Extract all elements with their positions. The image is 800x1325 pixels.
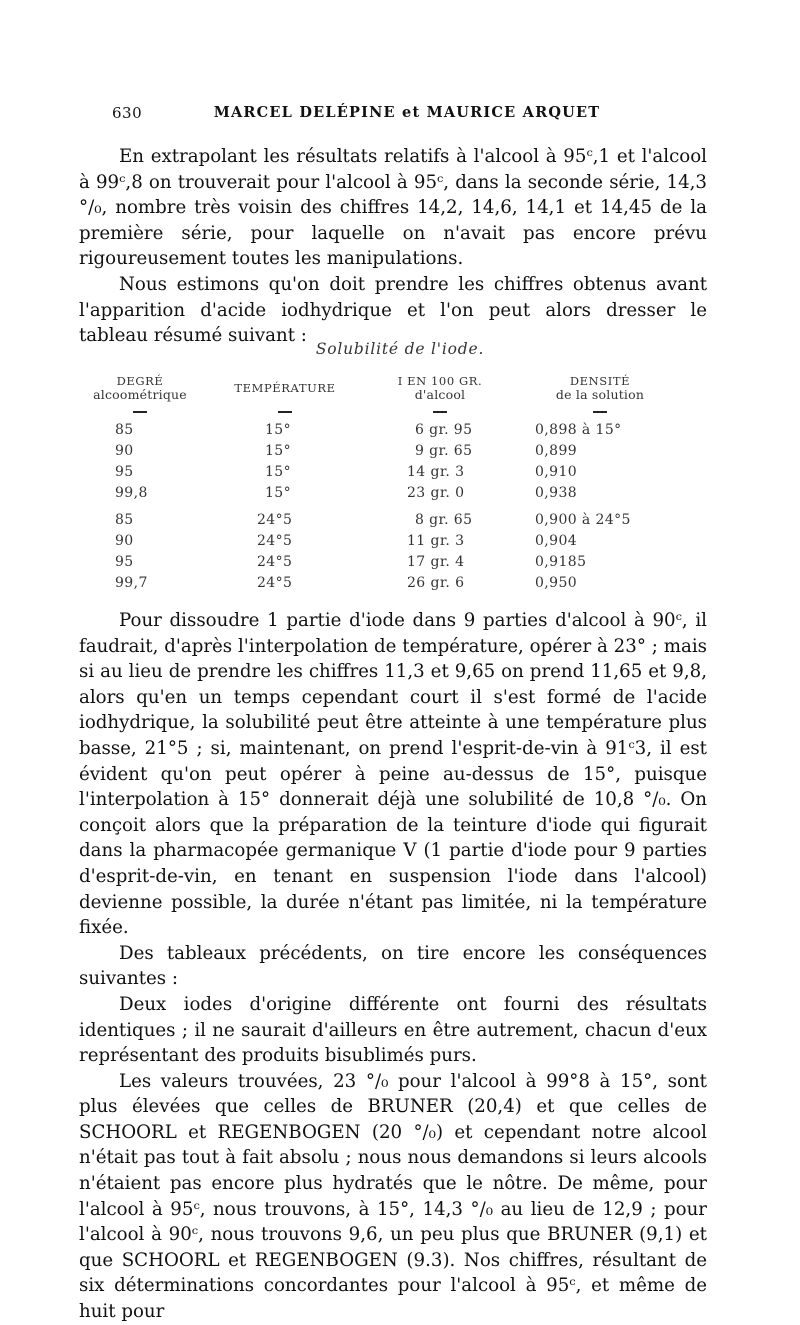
header-dash — [278, 411, 292, 413]
cell-temperature: 15° — [265, 464, 292, 480]
header-line: TEMPÉRATURE — [234, 381, 336, 395]
table-header-degree — [85, 374, 195, 402]
running-header — [112, 104, 702, 126]
header-line: I EN 100 GR. — [397, 374, 483, 388]
table-header-density — [525, 374, 675, 402]
cell-density: 0,898 à 15° — [535, 422, 622, 438]
header-dash — [433, 411, 447, 413]
header-line: DENSITÉ — [569, 374, 631, 388]
paragraph: Les valeurs trouvées, 23 °/₀ pour l'alcool à 99°8 à 15°, sont plus élevées que celles de BRUNER (20,4) et que celles de SCHOORL et REGENBOGEN (20 °/₀) et cependant notre alcool n'était pas tout à fait absolu ; nous nous demandons si leurs alcools n'étaient pas encore plus hydratés que le nôtre. De même, pour l'alcool à 95ᶜ, nous trouvons, à 15°, 14,3 °/₀ au lieu de 12,9 ; pour l'alcool à 90ᶜ, nous trouvons 9,6, un peu plus que BRUNER (9,1) et que SCHOORL et REGENBOGEN (9.3). Nos chiffres, résultant de six déterminations concordantes pour l'alcool à 95ᶜ, et même de huit pour — [79, 1070, 707, 1323]
cell-degree: 85 — [115, 422, 134, 438]
cell-iodine: 11 gr. 3 — [407, 533, 465, 549]
paragraph: Deux iodes d'origine différente ont fourni des résultats identiques ; il ne saurait d'ailleurs en être autrement, chacun d'eux représentant des produits bisublimés purs. — [79, 993, 707, 1067]
cell-density: 0,910 — [535, 464, 578, 480]
cell-iodine: 9 gr. 65 — [415, 443, 473, 459]
cell-temperature: 24°5 — [257, 512, 293, 528]
paragraph: Pour dissoudre 1 partie d'iode dans 9 parties d'alcool à 90ᶜ, il faudrait, d'après l'interpolation de température, opérer à 23° ; mais si au lieu de prendre les chiffres 11,3 et 9,65 on prend 11,65 et 9,8, alors qu'en un temps cependant court il s'est formé de l'acide iodhydrique, la solubilité peut être atteinte à une température plus basse, 21°5 ; si, maintenant, on prend l'esprit-de-vin à 91ᶜ3, il est évident qu'on peut opérer à peine au-dessus de 15°, puisque l'interpolation à 15° donnerait déjà une solubilité de 10,8 °/₀. On conçoit alors que la préparation de la teinture d'iode qui figurait dans la pharmacopée germanique V (1 partie d'iode pour 9 parties d'esprit-de-vin, en tenant en suspension l'iode dans l'alcool) devienne possible, la durée n'étant pas limitée, ni la température fixée. — [79, 610, 707, 939]
cell-temperature: 15° — [265, 485, 292, 501]
cell-degree: 99,8 — [115, 485, 148, 501]
cell-degree: 95 — [115, 554, 134, 570]
table-header-iodine — [375, 374, 505, 402]
cell-density: 0,899 — [535, 443, 578, 459]
cell-degree: 99,7 — [115, 575, 148, 591]
header-line: de la solution — [555, 387, 645, 402]
cell-iodine: 23 gr. 0 — [407, 485, 465, 501]
paragraph: Des tableaux précédents, on tire encore les conséquences suivantes : — [79, 942, 707, 990]
header-dash — [133, 411, 147, 413]
cell-degree: 85 — [115, 512, 134, 528]
header-dash — [593, 411, 607, 413]
cell-temperature: 15° — [265, 422, 292, 438]
header-line: d'alcool — [414, 387, 466, 402]
cell-iodine: 26 gr. 6 — [407, 575, 465, 591]
text-block-top — [79, 144, 707, 349]
header-line: alcoométrique — [93, 387, 187, 402]
cell-density: 0,9185 — [535, 554, 587, 570]
paragraph: En extrapolant les résultats relatifs à l'alcool à 95ᶜ,1 et l'alcool à 99ᶜ,8 on trouverait pour l'alcool à 95ᶜ, dans la seconde série, 14,3 °/₀, nombre très voisin des chiffres 14,2, 14,6, 14,1 et 14,45 de la première série, pour laquelle on n'avait pas encore prévu rigoureusement toutes les manipulations. — [79, 146, 707, 270]
cell-iodine: 8 gr. 65 — [415, 512, 473, 528]
page-number: 630 — [112, 104, 143, 122]
cell-temperature: 24°5 — [257, 554, 293, 570]
cell-iodine: 6 gr. 95 — [415, 422, 473, 438]
paragraph: Nous estimons qu'on doit prendre les chiffres obtenus avant l'apparition d'acide iodhydrique et l'on peut alors dresser le tableau résumé suivant : — [79, 273, 707, 347]
cell-iodine: 14 gr. 3 — [407, 464, 465, 480]
cell-degree: 95 — [115, 464, 134, 480]
cell-degree: 90 — [115, 533, 134, 549]
cell-density: 0,938 — [535, 485, 578, 501]
cell-iodine: 17 gr. 4 — [407, 554, 465, 570]
cell-density: 0,904 — [535, 533, 578, 549]
table-header-temperature — [225, 381, 345, 395]
header-line: DEGRÉ — [116, 374, 164, 388]
text-block-bottom — [79, 608, 707, 1325]
table-caption: Solubilité de l'iode. — [315, 340, 485, 358]
cell-temperature: 24°5 — [257, 575, 293, 591]
cell-temperature: 15° — [265, 443, 292, 459]
cell-degree: 90 — [115, 443, 134, 459]
cell-temperature: 24°5 — [257, 533, 293, 549]
cell-density: 0,900 à 24°5 — [535, 512, 631, 528]
cell-density: 0,950 — [535, 575, 578, 591]
running-title: MARCEL DELÉPINE et MAURICE ARQUET — [213, 104, 601, 121]
